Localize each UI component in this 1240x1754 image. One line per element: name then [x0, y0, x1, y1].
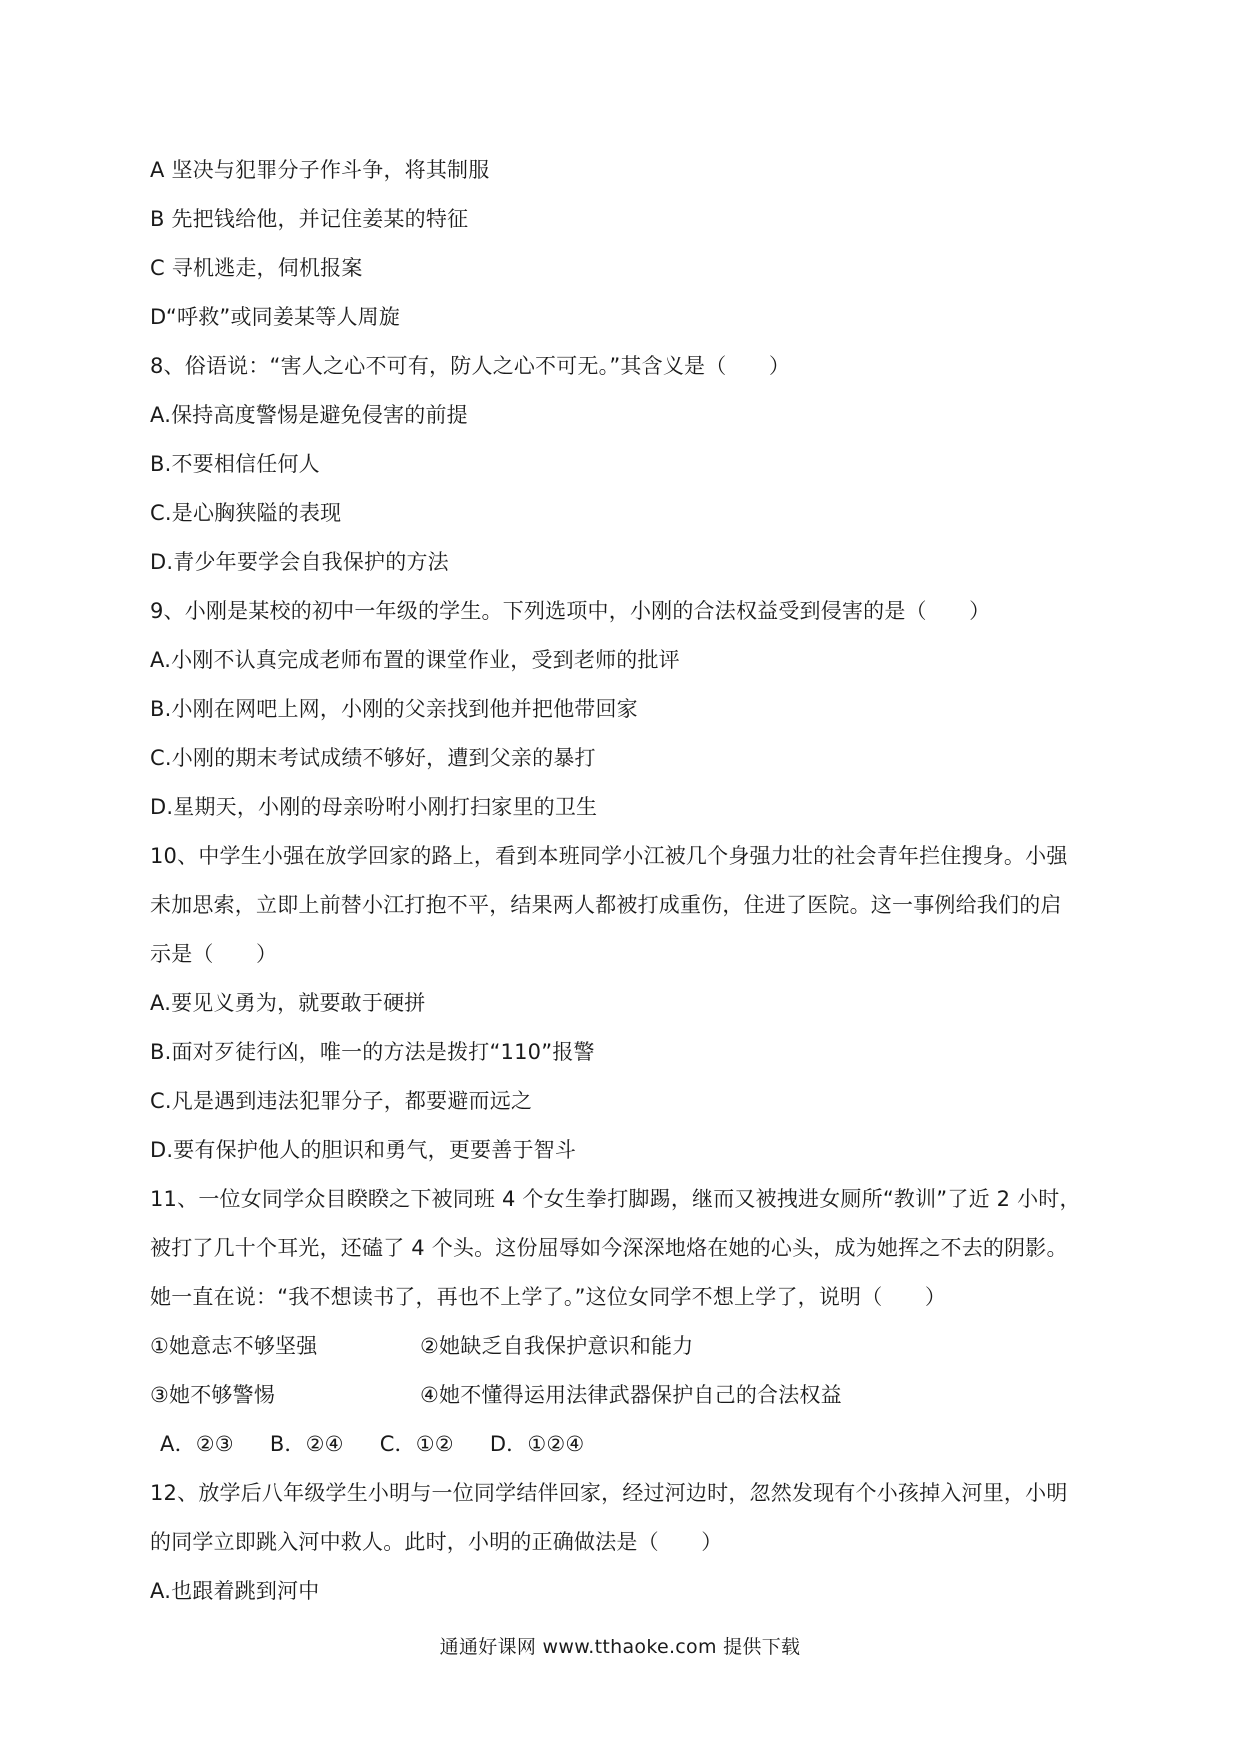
q7-option-c: C 寻机逃走，伺机报案 — [150, 256, 363, 280]
q7-option-a: A 坚决与犯罪分子作斗争，将其制服 — [150, 158, 490, 182]
q7-option-b: B 先把钱给他，并记住姜某的特征 — [150, 207, 469, 231]
q7-option-d: D“呼救”或同姜某等人周旋 — [150, 305, 401, 329]
q12-stem-line-1: 12、放学后八年级学生小明与一位同学结伴回家，经过河边时，忽然发现有个小孩掉入河里，小明 — [150, 1481, 1068, 1505]
q10-stem-line-1: 10、中学生小强在放学回家的路上，看到本班同学小江被几个身强力壮的社会青年拦住搜身。小强 — [150, 844, 1068, 868]
q12-stem-line-2: 的同学立即跳入河中救人。此时，小明的正确做法是（ ） — [150, 1530, 723, 1554]
q8-option-d: D.青少年要学会自我保护的方法 — [150, 550, 449, 574]
q11-answer-c: C．①② — [379, 1432, 454, 1456]
q8-option-b: B.不要相信任何人 — [150, 452, 320, 476]
q10-option-a: A.要见义勇为，就要敢于硬拼 — [150, 991, 426, 1015]
q8-stem: 8、俗语说：“害人之心不可有，防人之心不可无。”其含义是（ ） — [150, 354, 791, 378]
page-footer: 通通好课网 www.tthaoke.com 提供下载 — [439, 1636, 801, 1658]
q9-option-b: B.小刚在网吧上网，小刚的父亲找到他并把他带回家 — [150, 697, 638, 721]
q11-statements-row-1 — [150, 1332, 1110, 1360]
q10-stem-line-2: 未加思索，立即上前替小江打抱不平，结果两人都被打成重伤，住进了医院。这一事例给我们的启 — [150, 893, 1062, 917]
q9-option-a: A.小刚不认真完成老师布置的课堂作业，受到老师的批评 — [150, 648, 680, 672]
q11-stem-line-3: 她一直在说：“我不想读书了，再也不上学了。”这位女同学不想上学了，说明（ ） — [150, 1285, 947, 1309]
q11-statement-4: ④她不懂得运用法律武器保护自己的合法权益 — [420, 1383, 842, 1407]
q11-answer-b: B．②④ — [269, 1432, 344, 1456]
q11-statement-1: ①她意志不够坚强 — [150, 1334, 318, 1358]
q9-option-c: C.小刚的期末考试成绩不够好，遭到父亲的暴打 — [150, 746, 596, 770]
q9-option-d: D.星期天，小刚的母亲吩咐小刚打扫家里的卫生 — [150, 795, 598, 819]
q11-stem-line-1: 11、一位女同学众目睽睽之下被同班 4 个女生拳打脚踢，继而又被拽进女厕所“教训”了近 2 小时， — [150, 1187, 1081, 1211]
q10-option-c: C.凡是遇到违法犯罪分子，都要避而远之 — [150, 1089, 533, 1113]
q11-answer-a: A．②③ — [160, 1432, 234, 1456]
q11-answer-d: D．①②④ — [489, 1432, 585, 1456]
q8-option-c: C.是心胸狭隘的表现 — [150, 501, 342, 525]
q11-statement-3: ③她不够警惕 — [150, 1383, 276, 1407]
q8-option-a: A.保持高度警惕是避免侵害的前提 — [150, 403, 468, 427]
question-content — [150, 156, 1110, 1626]
q10-stem-line-3: 示是（ ） — [150, 942, 278, 966]
q11-statement-2: ②她缺乏自我保护意识和能力 — [420, 1334, 694, 1358]
q11-answer-choices — [150, 1430, 1110, 1458]
q10-option-b: B.面对歹徒行凶，唯一的方法是拨打“110”报警 — [150, 1040, 595, 1064]
q11-statements-row-2 — [150, 1381, 1110, 1409]
q11-stem-line-2: 被打了几十个耳光，还磕了 4 个头。这份屈辱如今深深地烙在她的心头，成为她挥之不去的阴影。 — [150, 1236, 1068, 1260]
q12-option-a: A.也跟着跳到河中 — [150, 1579, 320, 1603]
q9-stem: 9、小刚是某校的初中一年级的学生。下列选项中，小刚的合法权益受到侵害的是（ ） — [150, 599, 991, 623]
q10-option-d: D.要有保护他人的胆识和勇气，更要善于智斗 — [150, 1138, 577, 1162]
